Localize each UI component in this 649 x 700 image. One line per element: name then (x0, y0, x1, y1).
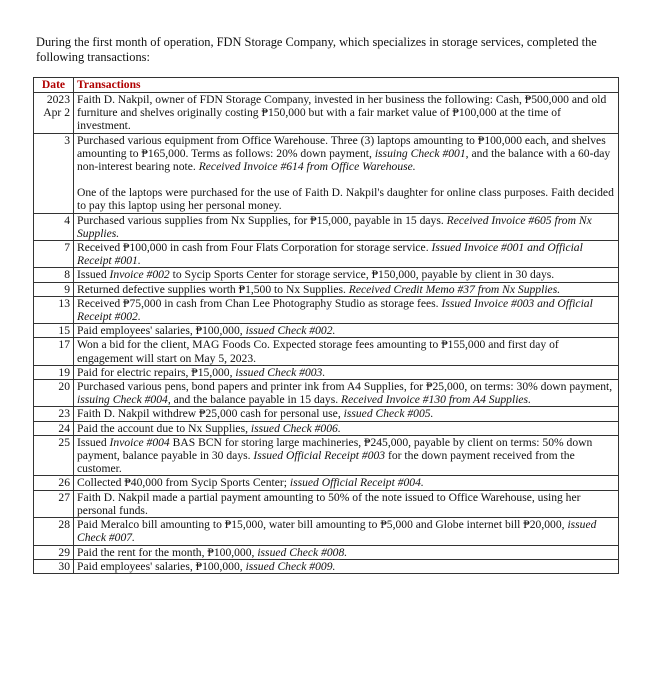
transaction-date (34, 518, 74, 545)
transaction-text: Received ₱75,000 in cash from Chan Lee Photography Studio as storage fees. (77, 296, 442, 310)
transaction-day: 19 (58, 365, 70, 379)
table-row (34, 407, 619, 421)
reference-text: issued Check #002. (245, 324, 336, 338)
transaction-text: Returned defective supplies worth ₱1,500 to Nx Supplies. (77, 282, 349, 296)
reference-text: Invoice #004 (109, 435, 170, 449)
transaction-text: One of the laptops were purchased for the use of Faith D. Nakpil's daughter for online class purposes. Faith decided to pay this laptop using her personal money. (77, 186, 614, 213)
transactions-table (33, 77, 619, 574)
transaction-day: 17 (58, 338, 70, 352)
transaction-text: Purchased various pens, bond papers and printer ink from A4 Supplies, for ₱25,000, on terms: 30% down payment, (77, 380, 613, 394)
table-row (34, 296, 619, 323)
transaction-description (74, 338, 619, 365)
transaction-day: 30 (58, 559, 70, 573)
table-row (34, 282, 619, 296)
transaction-text: Paid for electric repairs, ₱15,000, (77, 365, 236, 379)
transaction-date (34, 213, 74, 240)
table-row (34, 545, 619, 559)
transaction-text: Purchased various equipment from Office Warehouse. Three (3) laptops amounting to ₱100,000 each, and shelves amounting to ₱165,000. Terms as follows: 20% down payment, (77, 133, 606, 160)
transaction-text: Received ₱100,000 in cash from Four Flats Corporation for storage service. (77, 241, 432, 255)
transaction-text: Paid the account due to Nx Supplies, (77, 421, 251, 435)
transaction-text: Issued (77, 435, 110, 449)
table-row (34, 268, 619, 282)
transaction-day: 23 (58, 407, 70, 421)
reference-text: issuing Check #004 (77, 393, 168, 407)
transactions-body (34, 93, 619, 574)
reference-text: issued Check #009. (245, 559, 336, 573)
transaction-description (74, 324, 619, 338)
reference-text: Issued Invoice #001 and Official Receipt #001. (77, 241, 583, 268)
transaction-day: 8 (64, 268, 70, 282)
table-row (34, 338, 619, 365)
reference-text: Issued Invoice #003 and Official Receipt #002. (77, 296, 593, 324)
transaction-text: , and the balance payable in 15 days. (167, 393, 342, 407)
transaction-date (34, 421, 74, 435)
transaction-text: Faith D. Nakpil made a partial payment amounting to 50% of the note issued to Office Warehouse, using her personal funds. (77, 490, 581, 517)
transaction-date (34, 324, 74, 338)
transaction-day: 25 (58, 435, 70, 449)
transaction-date (34, 133, 74, 213)
transaction-day: 28 (58, 518, 70, 532)
transaction-description (74, 407, 619, 421)
table-row (34, 133, 619, 213)
transaction-day: 9 (64, 282, 70, 296)
transaction-text: Won a bid for the client, MAG Foods Co. Expected storage fees amounting to ₱155,000 and first day of engagement will start on May 5, 2023. (77, 338, 559, 365)
reference-text: Received Credit Memo #37 from Nx Supplies. (348, 282, 561, 296)
transaction-day: 13 (58, 296, 70, 310)
transaction-date (34, 296, 74, 323)
table-row (34, 213, 619, 240)
reference-text: Issued Official Receipt #003 (253, 449, 386, 463)
transaction-day: 24 (58, 421, 70, 435)
transaction-date (34, 559, 74, 573)
transaction-day: 29 (58, 545, 70, 559)
reference-text: issued Check #008. (257, 545, 348, 559)
transaction-description (74, 268, 619, 282)
transaction-description (74, 380, 619, 407)
table-row (34, 380, 619, 407)
table-header-row (34, 78, 619, 93)
transaction-date (34, 545, 74, 559)
problem-intro: During the first month of operation, FDN Storage Company, which specializes in storage services, completed the following transactions: (36, 35, 597, 64)
transaction-date (34, 282, 74, 296)
reference-text: Invoice #002 (109, 268, 170, 282)
transaction-date (34, 338, 74, 365)
transaction-description (74, 365, 619, 379)
transaction-day: 7 (64, 241, 70, 255)
transaction-year: 2023 (46, 93, 70, 106)
transaction-date (34, 490, 74, 517)
transaction-description (74, 93, 619, 134)
transaction-date (34, 93, 74, 134)
transaction-text: BAS BCN for storing large machineries, ₱245,000, payable by client on terms: 50% down payment, balance payable in 30 days. (77, 435, 593, 463)
transaction-date (34, 241, 74, 268)
transaction-description (74, 133, 619, 213)
reference-text: issued Check #003. (235, 365, 326, 379)
transaction-date (34, 476, 74, 490)
reference-text: issued Official Receipt #004. (289, 476, 424, 490)
transaction-description (74, 559, 619, 573)
transaction-text: Paid employees' salaries, ₱100,000, (77, 559, 246, 573)
table-row (34, 490, 619, 517)
paragraph-gap (77, 173, 615, 186)
transaction-text: Purchased various supplies from Nx Supplies, for ₱15,000, payable in 15 days. (77, 213, 447, 227)
transaction-day: 20 (58, 380, 70, 394)
transaction-day: 4 (64, 213, 70, 227)
transaction-date (34, 268, 74, 282)
reference-text: issued Check #007. (77, 518, 597, 545)
transaction-text: Faith D. Nakpil, owner of FDN Storage Company, invested in her business the following: Cash, ₱500,000 and old furniture and shelves originally costing ₱150,000 but with a fair market value of ₱100,000 at the time of investment. (77, 93, 607, 133)
transaction-day: Apr 2 (43, 106, 70, 120)
transaction-date (34, 435, 74, 476)
transaction-day: 26 (58, 476, 70, 490)
transaction-description (74, 518, 619, 545)
transaction-day: 15 (58, 324, 70, 338)
transaction-date (34, 380, 74, 407)
table-row (34, 476, 619, 490)
transaction-text: to Sycip Sports Center for storage service, ₱150,000, payable by client in 30 days. (169, 268, 555, 282)
table-row (34, 241, 619, 268)
reference-text: Received Invoice #605 from Nx Supplies. (77, 213, 592, 240)
transaction-description (74, 296, 619, 323)
transaction-text: Paid employees' salaries, ₱100,000, (77, 324, 246, 338)
transaction-text: Issued (77, 268, 110, 282)
transaction-text: Faith D. Nakpil withdrew ₱25,000 cash for personal use, (77, 407, 344, 421)
transaction-date (34, 365, 74, 379)
reference-text: issued Check #005. (343, 407, 434, 421)
reference-text: issued Check #006. (250, 421, 341, 435)
table-row (34, 324, 619, 338)
table-row (34, 559, 619, 573)
table-row (34, 365, 619, 379)
table-row (34, 518, 619, 545)
transaction-description (74, 241, 619, 268)
table-row (34, 421, 619, 435)
table-row (34, 435, 619, 476)
transaction-text: for the down payment received from the customer. (77, 449, 575, 476)
reference-text: Received Invoice #614 from Office Warehouse. (198, 160, 416, 174)
transaction-description (74, 476, 619, 490)
transaction-description (74, 213, 619, 240)
date-column-header: Date (34, 78, 74, 93)
transaction-text: , and the balance with a 60-day non-interest bearing note. (77, 146, 611, 174)
transaction-date (34, 407, 74, 421)
table-row (34, 93, 619, 134)
transaction-description (74, 421, 619, 435)
transactions-column-header: Transactions (74, 78, 619, 93)
transaction-description (74, 435, 619, 476)
transaction-description (74, 545, 619, 559)
transaction-text: Collected ₱40,000 from Sycip Sports Center; (77, 476, 290, 490)
transaction-text: Paid the rent for the month, ₱100,000, (77, 545, 258, 559)
transaction-description (74, 282, 619, 296)
reference-text: issuing Check #001 (374, 146, 466, 160)
transaction-text: Paid Meralco bill amounting to ₱15,000, water bill amounting to ₱5,000 and Globe internet bill ₱20,000, (77, 518, 568, 532)
transaction-day: 27 (58, 490, 70, 504)
reference-text: Received Invoice #130 from A4 Supplies. (341, 393, 531, 407)
transaction-day: 3 (64, 133, 70, 147)
transaction-description (74, 490, 619, 517)
